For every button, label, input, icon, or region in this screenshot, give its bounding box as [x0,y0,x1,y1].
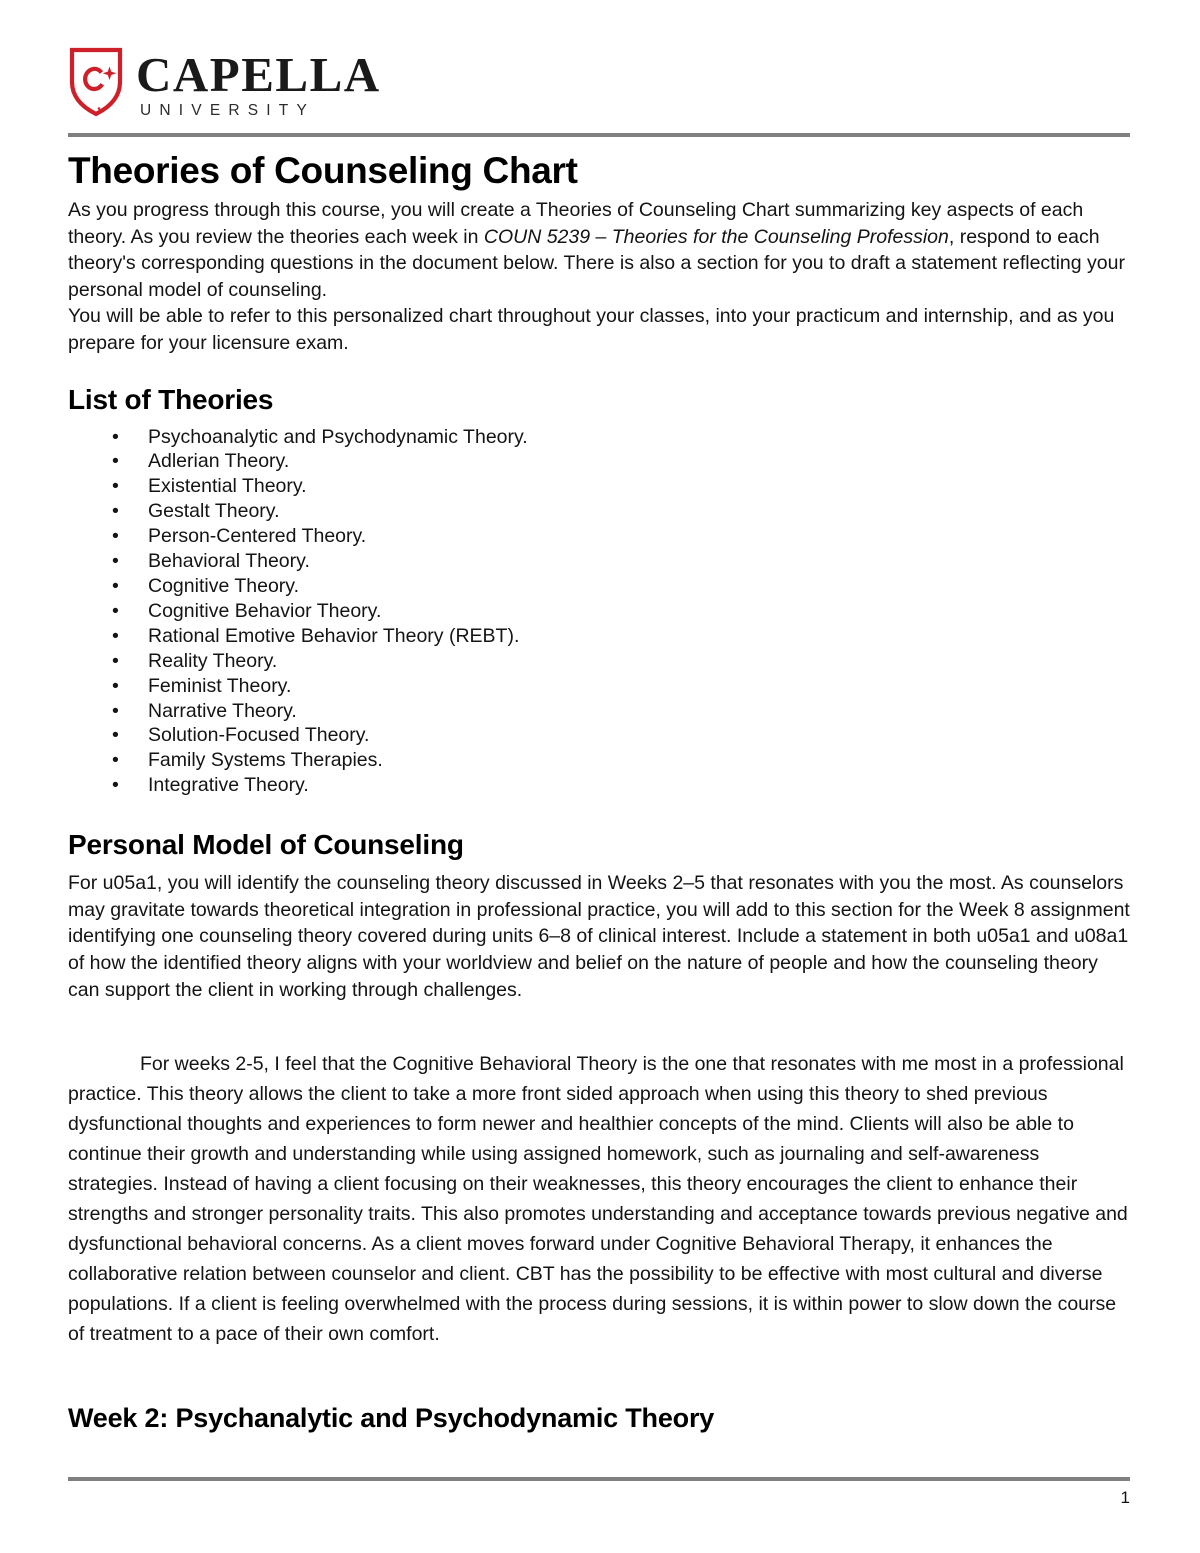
footer-divider-rule [68,1477,1130,1481]
intro-part-2: , respond to each theory's corresponding questions in the document below. There is also a section for you to draft a statement reflecting your personal model of counseling. [68,225,1125,301]
personal-model-student-response: For weeks 2-5, I feel that the Cognitive Behavioral Theory is the one that resonates with me most in a professional practice. This theory allows the client to take a more front sided approach when using this theory to shed previous dysfunctional thoughts and experiences to form newer and healthier concepts of the mind. Clients will also be able to continue their growth and understanding while using assigned homework, such as journaling and self-awareness strategies. Instead of having a client focusing on their weaknesses, this theory encourages the client to enhance their strengths and stronger personality traits. This also promotes understanding and acceptance towards previous negative and dysfunctional behavioral concerns. As a client moves forward under Cognitive Behavioral Therapy, it enhances the collaborative relation between counselor and client. CBT has the possibility to be effective with most cultural and diverse populations. If a client is feeling overwhelmed with the process during sessions, it is within power to slow down the course of treatment to a pace of their own comfort. [68,1053,1128,1346]
list-item [68,748,1130,773]
theories-list [68,425,1130,799]
bullet-icon: • [112,500,119,523]
list-item [68,699,1130,724]
list-item [68,674,1130,699]
list-item [68,624,1130,649]
list-item [68,474,1130,499]
paragraph-spacer [68,1003,1130,1049]
bullet-icon: • [112,550,119,573]
personal-model-heading: Personal Model of Counseling [68,829,464,861]
list-item [68,723,1130,748]
intro-paragraph [68,197,1130,303]
list-item [68,524,1130,549]
list-item-label: Rational Emotive Behavior Theory (REBT). [148,624,520,647]
list-item-label: Adlerian Theory. [148,450,290,473]
list-item [68,425,1130,450]
course-name-italic: COUN 5239 – Theories for the Counseling Profession [483,225,949,248]
bullet-icon: • [112,674,119,697]
bullet-icon: • [112,624,119,647]
list-of-theories-heading: List of Theories [68,383,274,415]
capella-logo [68,46,1130,124]
bullet-icon: • [112,575,119,597]
bullet-icon: • [112,699,119,722]
capella-shield-icon [68,46,124,118]
list-item-label: Cognitive Behavior Theory. [148,599,382,622]
week-2-heading: Week 2: Psychanalytic and Psychodynamic Theory [68,1403,715,1434]
header-divider-rule [68,133,1130,137]
document-header [0,0,1200,137]
list-item [68,649,1130,674]
bullet-icon: • [112,475,119,498]
list-item [68,574,1130,599]
page-number: 1 [1120,1488,1130,1507]
list-item-label: Gestalt Theory. [148,500,280,523]
bullet-icon: • [112,425,119,448]
list-item-label: Cognitive Theory. [148,575,300,597]
bullet-icon: • [112,649,119,672]
list-item-label: Solution-Focused Theory. [148,724,370,747]
list-item-label: Psychoanalytic and Psychodynamic Theory. [148,425,528,448]
list-item [68,599,1130,624]
document-content [0,149,1200,1435]
capella-university-text: UNIVERSITY [140,102,316,119]
bullet-icon: • [112,525,119,548]
list-item [68,549,1130,574]
list-item-label: Reality Theory. [148,649,278,672]
list-item [68,499,1130,524]
bullet-icon: • [112,450,119,473]
list-item-label: Behavioral Theory. [148,550,310,573]
list-item-label: Existential Theory. [148,475,307,498]
list-item-label: Narrative Theory. [148,699,297,722]
list-item [68,773,1130,798]
personal-model-instructions: For u05a1, you will identify the counseling theory discussed in Weeks 2–5 that resonates with you the most. As counselors may gravitate towards theoretical integration in professional practice, you will add to this section for the Week 8 assignment identifying one counseling theory covered during units 6–8 of clinical interest. Include a statement in both u05a1 and u08a1 of how the identified theory aligns with your worldview and belief on the nature of people and how the counseling theory can support the client in working through challenges. [68,872,1130,1001]
page-title: Theories of Counseling Chart [68,150,578,191]
list-item-label: Person-Centered Theory. [148,525,367,548]
intro-paragraph-2: You will be able to refer to this personalized chart throughout your classes, into your practicum and internship, and as you prepare for your licensure exam. [68,305,1115,354]
capella-wordmark-text: CAPELLA [136,47,381,102]
list-item-label: Feminist Theory. [148,674,292,697]
bullet-icon: • [112,724,119,747]
bullet-icon: • [112,749,119,772]
document-footer [0,1477,1200,1553]
bullet-icon: • [112,774,119,797]
list-item [68,449,1130,474]
capella-wordmark [136,46,381,120]
list-item-label: Family Systems Therapies. [148,749,383,772]
intro-part-1: As you progress through this course, you will create a Theories of Counseling Chart summarizing key aspects of each theory. As you review the theories each week in [68,199,1084,248]
bullet-icon: • [112,599,119,622]
list-item-label: Integrative Theory. [148,774,309,797]
